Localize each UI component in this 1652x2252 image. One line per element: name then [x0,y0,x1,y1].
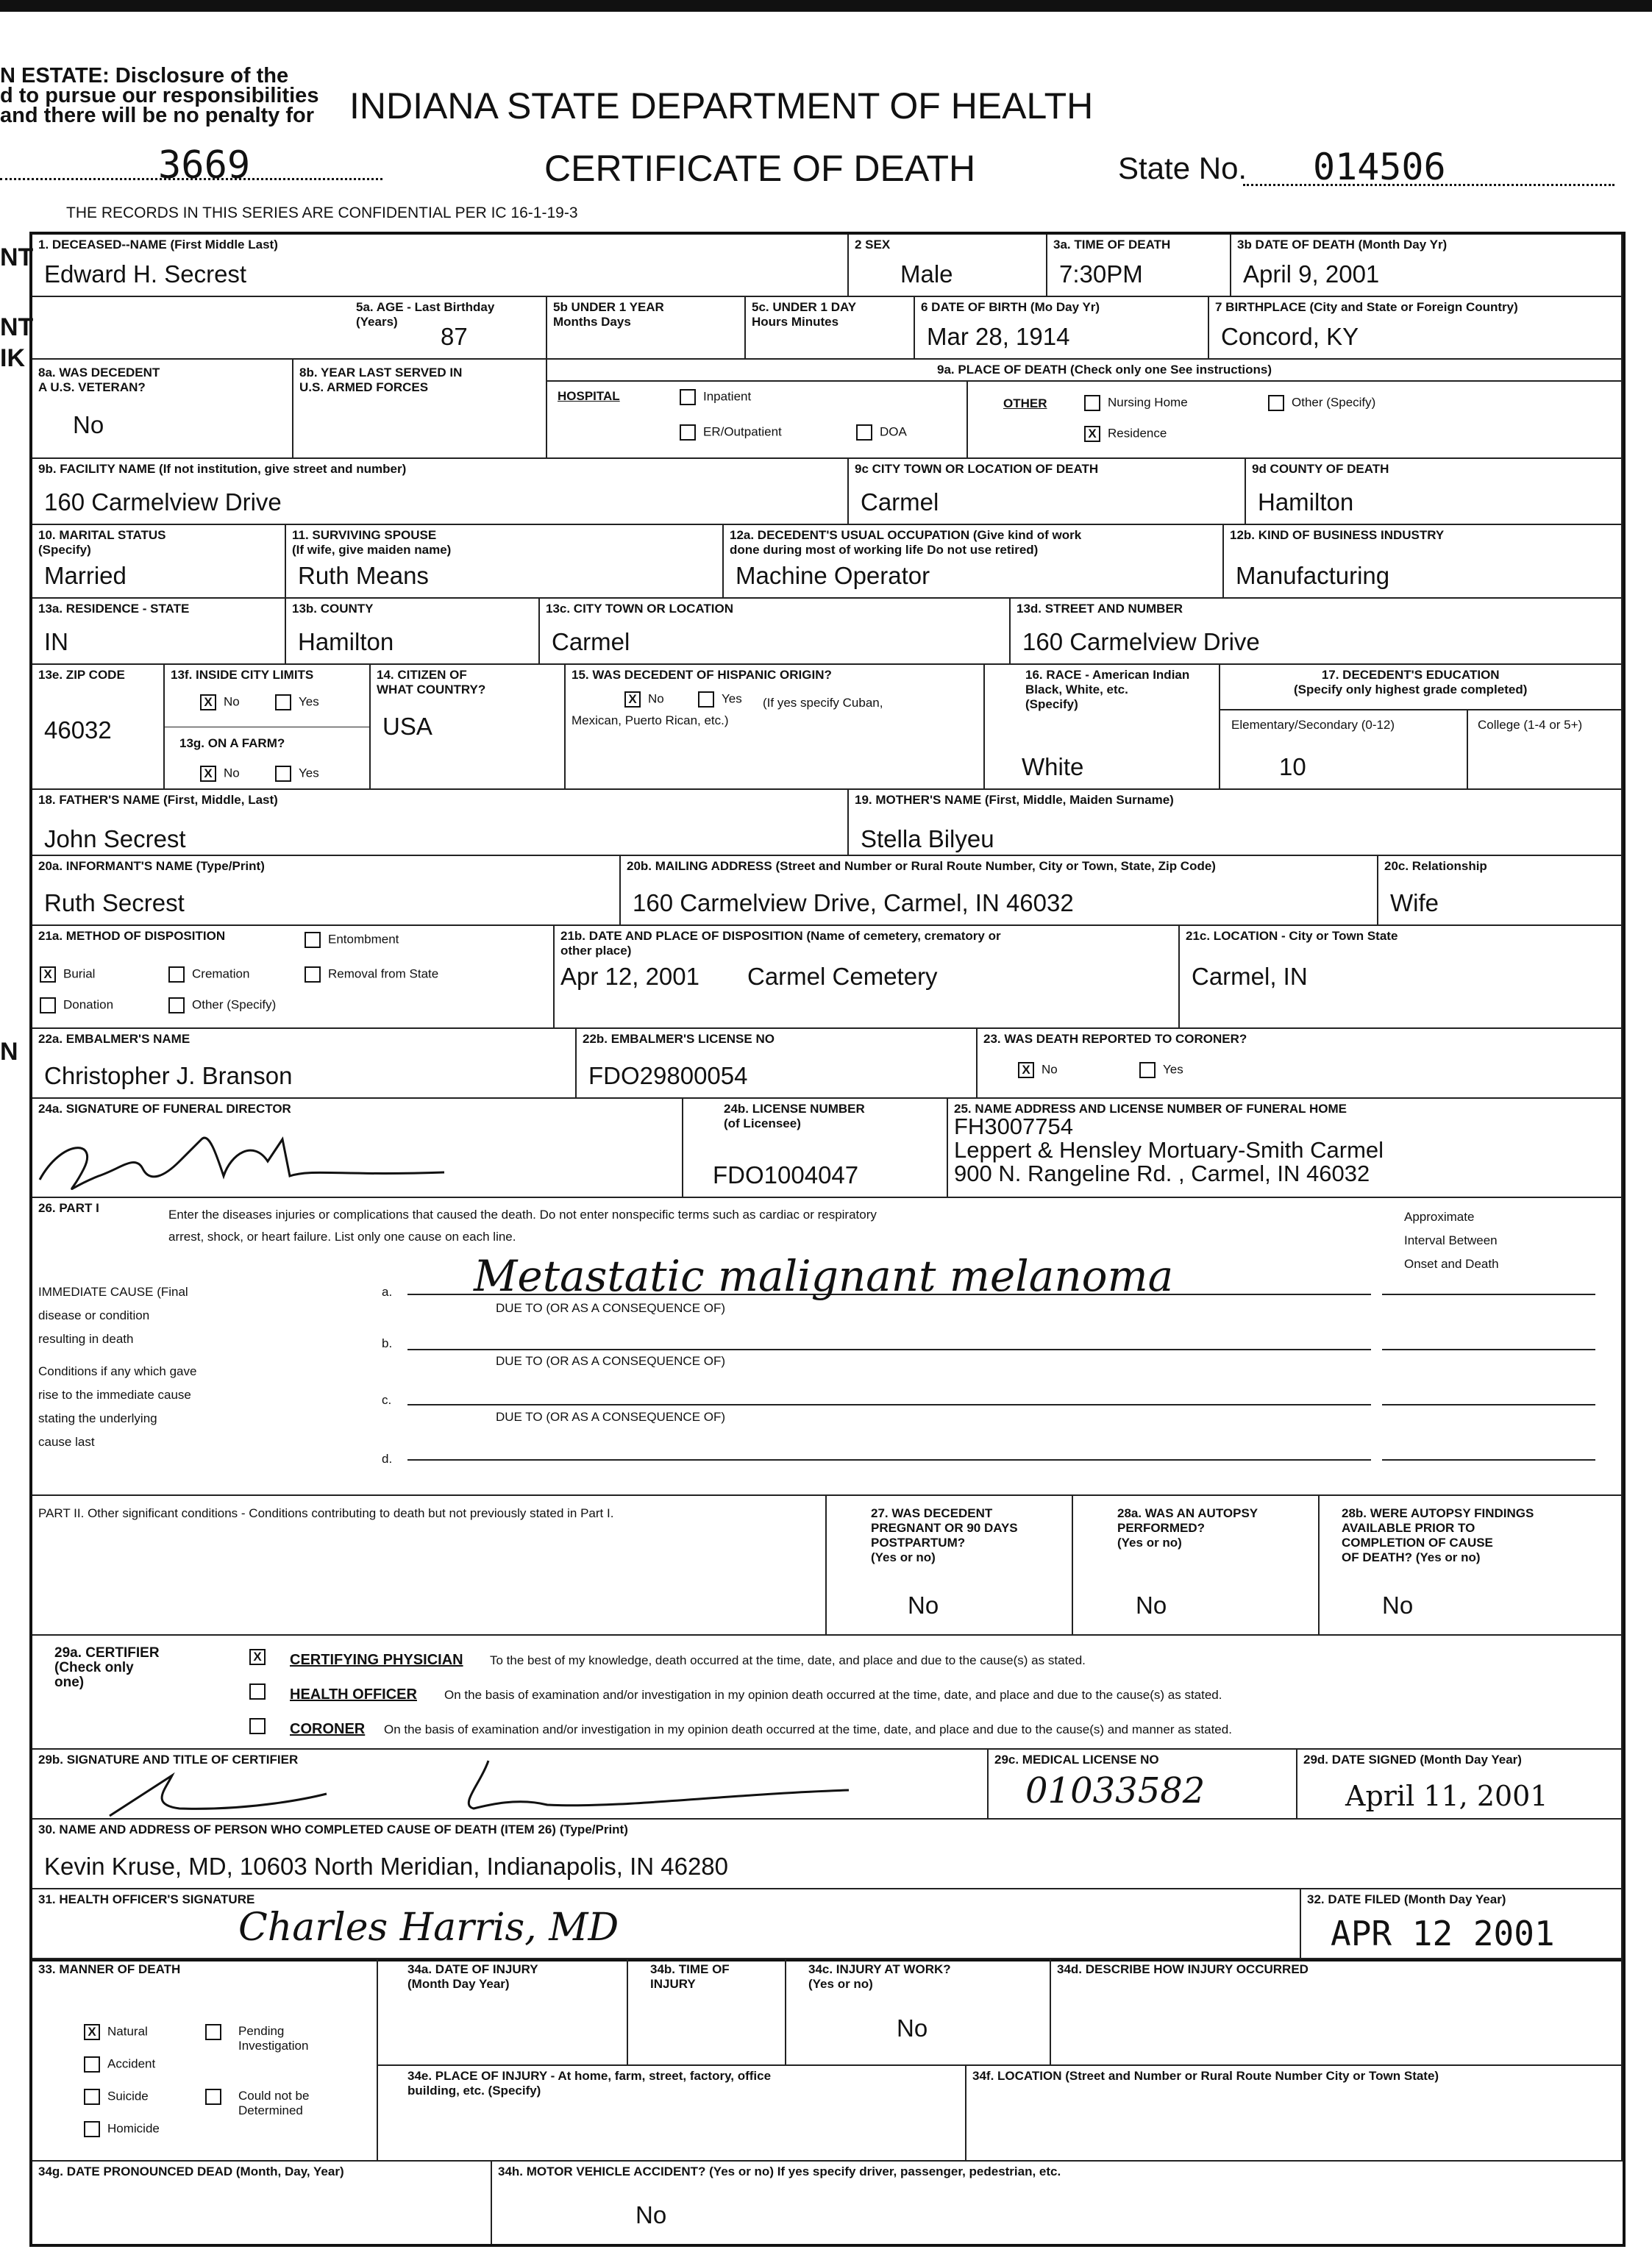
er-checkbox[interactable] [680,424,696,441]
father-name-field: 18. FATHER'S NAME (First, Middle, Last) John Secrest [32,790,849,856]
residence-checkbox[interactable]: X [1084,426,1100,442]
date-filed-field: 32. DATE FILED (Month Day Year) APR 12 2001 [1301,1889,1623,1959]
race-field: 16. RACE - American Indian Black, White, etc. (Specify) White [985,665,1220,790]
death-certificate-form [29,232,1626,2247]
funeral-director-signature [32,1110,488,1198]
health-officer-signature: Charles Harris, MD [238,1906,619,1950]
injury-time-field: 34b. TIME OF INJURY [628,1959,786,2066]
funeral-home-field: 25. NAME ADDRESS AND LICENSE NUMBER OF FUNERAL HOME FH3007754 Leppert & Hensley Mortuary-Smith Carmel 900 N. Rangeline Rd. , Carmel, IN 46032 [948,1099,1623,1198]
hispanic-origin-field: 15. WAS DECEDENT OF HISPANIC ORIGIN? X No Yes (If yes specify Cuban, Mexican, Puerto Rican, etc.) [566,665,985,790]
date-of-birth-field: 6 DATE OF BIRTH (Mo Day Yr) Mar 28, 1914 [915,297,1209,360]
margin-note-2: d to pursue our responsibilities [0,84,319,107]
city-of-death-field: 9c CITY TOWN OR LOCATION OF DEATH Carmel [849,459,1246,525]
residence-state-field: 13a. RESIDENCE - STATE IN [32,599,286,665]
place-of-death-field: 9a. PLACE OF DEATH (Check only one See instructions) HOSPITAL Inpatient ER/Outpatient DOA OTHER Nursing Home Other (Specify) X Residence [547,360,1623,459]
residence-county-field: 13b. COUNTY Hamilton [286,599,540,665]
entombment-checkbox[interactable] [305,932,321,948]
under-1-year-field: 5b UNDER 1 YEAR Months Days [547,297,746,360]
pending-checkbox[interactable] [205,2024,221,2040]
margin-side-2: NT [0,313,34,341]
accident-checkbox[interactable] [84,2056,100,2073]
deceased-name-field: 1. DECEASED--NAME (First Middle Last) Edward H. Secrest [32,235,849,297]
department-title: INDIANA STATE DEPARTMENT OF HEALTH [349,85,1094,127]
funeral-director-license-field: 24b. LICENSE NUMBER (of Licensee) FDO1004047 [683,1099,948,1198]
autopsy-findings-field: 28b. WERE AUTOPSY FINDINGS AVAILABLE PRIOR TO COMPLETION OF CAUSE OF DEATH? (Yes or no) No [1320,1496,1623,1636]
injury-date-field: 34a. DATE OF INJURY (Month Day Year) [378,1959,628,2066]
disposition-method-field: 21a. METHOD OF DISPOSITION X Burial Donation Cremation Other (Specify) Entombment Removal from State [32,926,555,1029]
farm-no-checkbox[interactable]: X [200,766,216,782]
hispanic-no-checkbox[interactable]: X [624,691,641,708]
health-officer-checkbox[interactable] [249,1683,266,1700]
funeral-director-signature-field: 24a. SIGNATURE OF FUNERAL DIRECTOR [32,1099,683,1198]
zip-code-field: 13e. ZIP CODE 46032 [32,665,165,790]
sex-field: 2 SEX Male [849,235,1047,297]
injury-description-field: 34d. DESCRIBE HOW INJURY OCCURRED [1051,1959,1623,2066]
nursing-home-checkbox[interactable] [1084,395,1100,411]
time-of-death-field: 3a. TIME OF DEATH 7:30PM [1047,235,1231,297]
injury-place-field: 34e. PLACE OF INJURY - At home, farm, street, factory, office building, etc. (Specify) [378,2066,966,2162]
coroner-yes-checkbox[interactable] [1139,1062,1156,1078]
inpatient-checkbox[interactable] [680,389,696,405]
certifying-physician-checkbox[interactable]: X [249,1649,266,1665]
coroner-no-checkbox[interactable]: X [1018,1062,1034,1078]
margin-note-1: N ESTATE: Disclosure of the [0,64,289,88]
embalmer-license-field: 22b. EMBALMER'S LICENSE NO FDO29800054 [577,1029,978,1099]
donation-checkbox[interactable] [40,997,56,1013]
coroner-checkbox[interactable] [249,1718,266,1734]
marital-status-field: 10. MARITAL STATUS (Specify) Married [32,525,286,599]
business-industry-field: 12b. KIND OF BUSINESS INDUSTRY Manufacturing [1224,525,1623,599]
date-of-death-field: 3b DATE OF DEATH (Month Day Yr) April 9, 2001 [1231,235,1623,297]
coroner-report-field: 23. WAS DEATH REPORTED TO CORONER? X No Yes [978,1029,1623,1099]
occupation-field: 12a. DECEDENT'S USUAL OCCUPATION (Give kind of work done during most of working life Do not use retired) Machine Operator [724,525,1224,599]
cremation-checkbox[interactable] [168,966,185,983]
removal-checkbox[interactable] [305,966,321,983]
margin-note-3: and there will be no penalty for [0,104,314,127]
mother-name-field: 19. MOTHER'S NAME (First, Middle, Maiden Surname) Stella Bilyeu [849,790,1623,856]
county-of-death-field: 9d COUNTY OF DEATH Hamilton [1246,459,1623,525]
medical-license-field: 29c. MEDICAL LICENSE NO 01033582 [989,1750,1297,1820]
embalmer-name-field: 22a. EMBALMER'S NAME Christopher J. Branson [32,1029,577,1099]
city-limits-no-checkbox[interactable]: X [200,694,216,710]
state-number: 014506 [1313,146,1446,188]
under-1-day-field: 5c. UNDER 1 DAY Hours Minutes [746,297,915,360]
residence-street-field: 13d. STREET AND NUMBER 160 Carmelview Drive [1011,599,1623,665]
margin-side-3: IK [0,344,25,372]
doa-checkbox[interactable] [856,424,872,441]
date-signed-field: 29d. DATE SIGNED (Month Day Year) April 11, 2001 [1297,1750,1623,1820]
city-limits-field: 13f. INSIDE CITY LIMITS X No Yes [165,665,371,727]
disposition-date-place-field: 21b. DATE AND PLACE OF DISPOSITION (Name of cemetery, crematory or other place) Apr 12, 2001 Carmel Cemetery [555,926,1180,1029]
date-pronounced-field: 34g. DATE PRONOUNCED DEAD (Month, Day, Year) [32,2162,492,2244]
farm-yes-checkbox[interactable] [275,766,291,782]
certificate-title: CERTIFICATE OF DEATH [544,148,976,189]
natural-checkbox[interactable]: X [84,2024,100,2040]
margin-side-1: NT [0,243,34,271]
birthplace-field: 7 BIRTHPLACE (City and State or Foreign Country) Concord, KY [1209,297,1623,360]
veteran-field: 8a. WAS DECEDENT A U.S. VETERAN? No [32,360,293,459]
local-number: 3669 [158,143,251,188]
part2-conditions-field: PART II. Other significant conditions - Conditions contributing to death but not previously stated in Part I. [32,1496,827,1636]
undetermined-checkbox[interactable] [205,2089,221,2105]
facility-name-field: 9b. FACILITY NAME (If not institution, give street and number) 160 Carmelview Drive [32,459,849,525]
citizenship-field: 14. CITIZEN OF WHAT COUNTRY? USA [371,665,566,790]
suicide-checkbox[interactable] [84,2089,100,2105]
relationship-field: 20c. Relationship Wife [1378,856,1623,926]
mailing-address-field: 20b. MAILING ADDRESS (Street and Number or Rural Route Number, City or Town, State, Zip Code) 160 Carmelview Drive, Carmel, IN 46032 [621,856,1378,926]
top-border [0,0,1652,12]
margin-side-4: N [0,1038,18,1066]
education-field: 17. DECEDENT'S EDUCATION (Specify only highest grade completed) Elementary/Secondary (0-12) College (1-4 or 5+) 10 [1220,665,1623,790]
homicide-checkbox[interactable] [84,2121,100,2137]
disposition-location-field: 21c. LOCATION - City or Town State Carmel, IN [1180,926,1623,1029]
on-farm-field: 13g. ON A FARM? X No Yes [165,727,371,790]
injury-at-work-field: 34c. INJURY AT WORK? (Yes or no) No [786,1959,1051,2066]
age-field: 5a. AGE - Last Birthday (Years) 87 [32,297,547,360]
injury-location-field: 34f. LOCATION (Street and Number or Rural Route Number City or Town State) [966,2066,1623,2162]
autopsy-field: 28a. WAS AN AUTOPSY PERFORMED? (Yes or no) No [1073,1496,1320,1636]
pregnant-field: 27. WAS DECEDENT PREGNANT OR 90 DAYS POSTPARTUM? (Yes or no) No [827,1496,1073,1636]
other-disposition-checkbox[interactable] [168,997,185,1013]
certifier-signature-field: 29b. SIGNATURE AND TITLE OF CERTIFIER [32,1750,989,1820]
year-served-field: 8b. YEAR LAST SERVED IN U.S. ARMED FORCES [293,360,547,459]
confidential-notice: THE RECORDS IN THIS SERIES ARE CONFIDENTIAL PER IC 16-1-19-3 [66,204,578,221]
immediate-cause-handwriting: Metastatic malignant melanoma [474,1251,1174,1301]
certifier-field: 29a. CERTIFIER (Check only one) X CERTIFYING PHYSICIAN To the best of my knowledge, death occurred at the time, date, and place and due to the cause(s) as stated. HEALTH OFFICER On the basis of examination and/or investigation in my opinion death occurred at the time, date, and place and due to the cause(s) as stated. CORONER On the basis of examination and/or investigation in my opinion death occurred at the time, date, and place and due to the cause(s) and manner as stated. [32,1636,1623,1750]
surviving-spouse-field: 11. SURVIVING SPOUSE (If wife, give maiden name) Ruth Means [286,525,724,599]
burial-checkbox[interactable]: X [40,966,56,983]
motor-vehicle-field: 34h. MOTOR VEHICLE ACCIDENT? (Yes or no) If yes specify driver, passenger, pedestrian, etc. No [498,2164,1061,2228]
completer-field: 30. NAME AND ADDRESS OF PERSON WHO COMPLETED CAUSE OF DEATH (ITEM 26) (Type/Print) Kevin Kruse, MD, 10603 North Meridian, Indianapolis, IN 46280 [32,1820,1623,1889]
city-limits-yes-checkbox[interactable] [275,694,291,710]
state-no-label: State No. [1118,151,1247,185]
other-place-checkbox[interactable] [1268,395,1284,411]
informant-name-field: 20a. INFORMANT'S NAME (Type/Print) Ruth Secrest [32,856,621,926]
certifier-signature [106,1753,878,1820]
cause-of-death-part1: 26. PART I Enter the diseases injuries or complications that caused the death. Do not enter nonspecific terms such as cardiac or respiratory arrest, shock, or heart failure. List only one cause on each line. Approximate Interval Between Onset and Death IMMEDIATE CAUSE (Final disease or condition resulting in death Conditions if any which gave rise to the immediate cause stating the underlying cause last a. Metastatic malignant melanoma DUE TO (OR AS A CONSEQUENCE OF) b. DUE TO (OR AS A CONSEQUENCE OF) c. DUE TO (OR AS A CONSEQUENCE OF) d. [32,1198,1623,1496]
residence-city-field: 13c. CITY TOWN OR LOCATION Carmel [540,599,1011,665]
manner-of-death-field: 33. MANNER OF DEATH X Natural Accident Suicide Homicide Pending Investigation Could not be Determined [32,1959,378,2162]
health-officer-signature-field: 31. HEALTH OFFICER'S SIGNATURE Charles Harris, MD [32,1889,1301,1959]
